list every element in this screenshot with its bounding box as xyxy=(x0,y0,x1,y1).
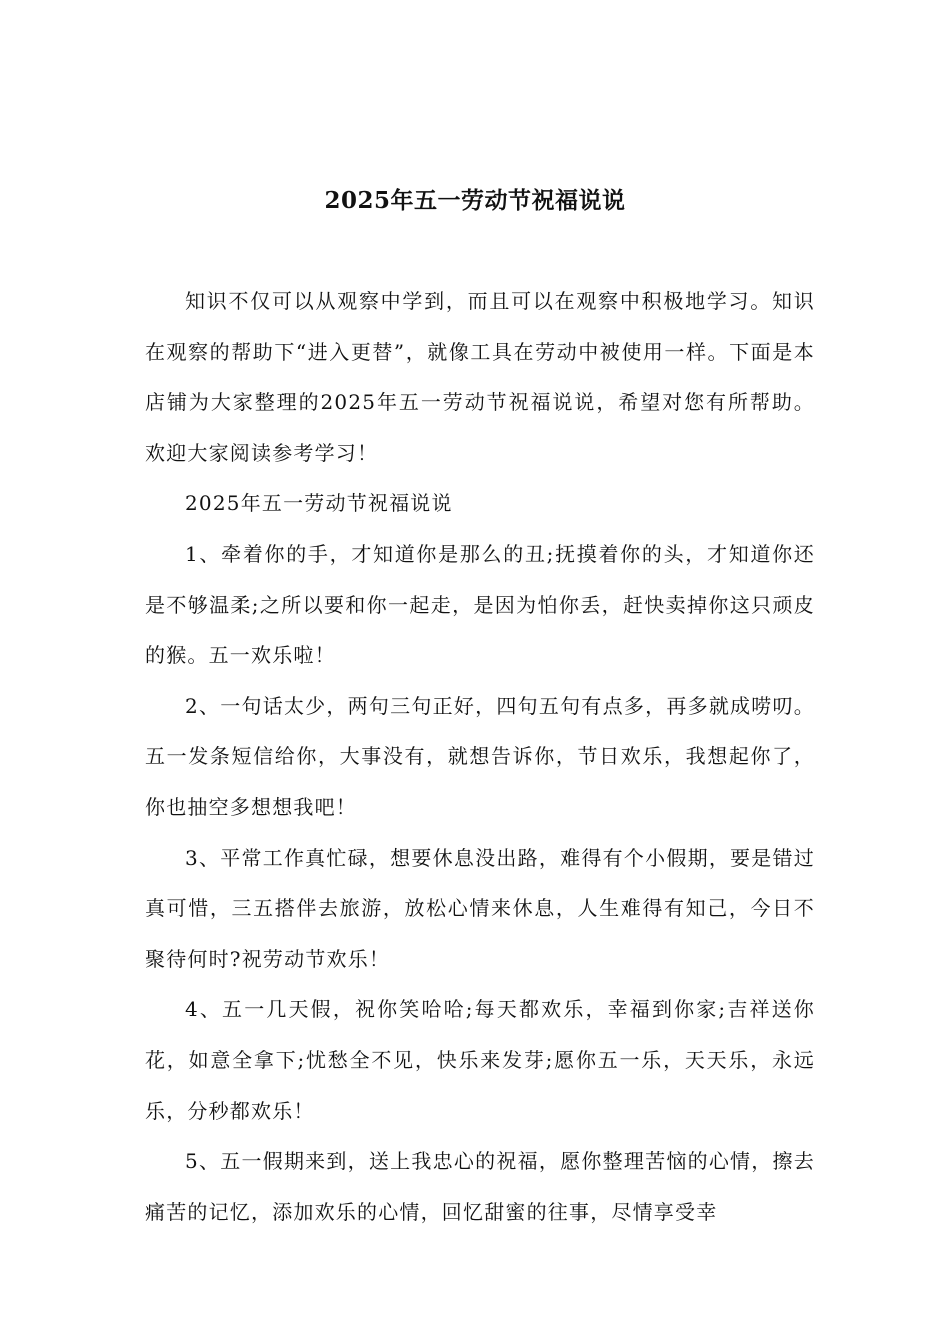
wish-item-4: 4、五一几天假，祝你笑哈哈;每天都欢乐，幸福到你家;吉祥送你花，如意全拿下;忧愁全不见，快乐来发芽;愿你五一乐，天天乐，永远乐，分秒都欢乐！ xyxy=(145,997,815,1123)
wish-item-3: 3、平常工作真忙碌，想要休息没出路，难得有个小假期，要是错过真可惜，三五搭伴去旅游，放松心情来休息，人生难得有知己，今日不聚待何时?祝劳动节欢乐！ xyxy=(145,845,815,971)
wish-item-2: 2、一句话太少，两句三句正好，四句五句有点多，再多就成唠叨。五一发条短信给你，大事没有，就想告诉你，节日欢乐，我想起你了，你也抽空多想想我吧！ xyxy=(145,693,815,819)
section-heading: 2025年五一劳动节祝福说说 xyxy=(185,491,453,516)
wish-item-5: 5、五一假期来到，送上我忠心的祝福，愿你整理苦恼的心情，擦去痛苦的记忆，添加欢乐的心情，回忆甜蜜的往事，尽情享受幸 xyxy=(145,1149,815,1224)
document-title: 2025年五一劳动节祝福说说 xyxy=(324,187,626,214)
intro-paragraph: 知识不仅可以从观察中学到，而且可以在观察中积极地学习。知识在观察的帮助下“进入更替”，就像工具在劳动中被使用一样。下面是本店铺为大家整理的2025年五一劳动节祝福说说，希望对您有所帮助。欢迎大家阅读参考学习！ xyxy=(145,289,815,465)
document-body xyxy=(145,276,815,1237)
wish-item-1: 1、牵着你的手，才知道你是那么的丑;抚摸着你的头，才知道你还是不够温柔;之所以要和你一起走，是因为怕你丢，赶快卖掉你这只顽皮的猴。五一欢乐啦！ xyxy=(145,541,815,668)
